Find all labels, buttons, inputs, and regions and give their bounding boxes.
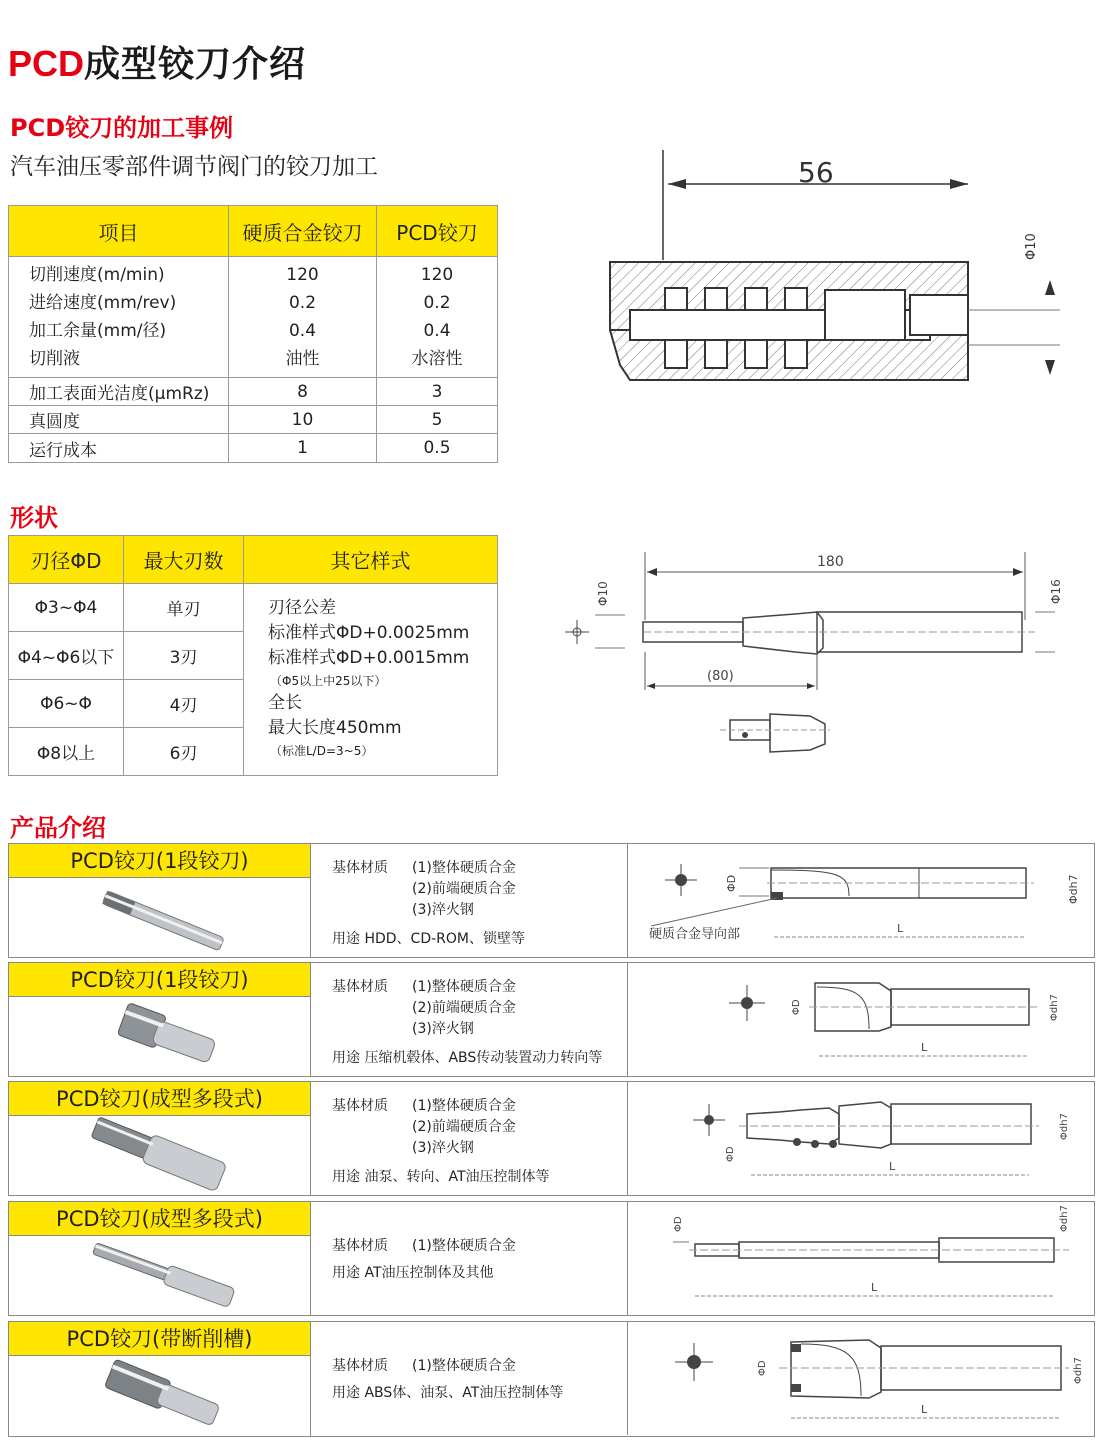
dim-shank-label: Φdh7 bbox=[1073, 1357, 1084, 1384]
pcd-value: 水溶性 bbox=[411, 349, 463, 369]
product-photo bbox=[9, 878, 311, 958]
product-name: PCD铰刀(成型多段式) bbox=[9, 1082, 311, 1116]
product-name: PCD铰刀(带断削槽) bbox=[9, 1322, 311, 1356]
product-drawing bbox=[629, 1322, 1094, 1435]
dim-shank-label: Φdh7 bbox=[1059, 1113, 1070, 1140]
dim-d2-label: Φ16 bbox=[1049, 579, 1063, 604]
shape-table bbox=[8, 535, 498, 776]
dim-len-label: L bbox=[921, 1041, 928, 1054]
use-text: ABS体、油泵、AT油压控制体等 bbox=[364, 1385, 564, 1401]
material-item: (1)整体硬质合金 bbox=[412, 1238, 516, 1254]
product-card bbox=[8, 1201, 1095, 1316]
material-label: 基体材质 bbox=[332, 979, 388, 995]
dim-d-label: ΦD bbox=[757, 1360, 768, 1376]
product-card bbox=[8, 1081, 1095, 1196]
header-max-edges: 最大刃数 bbox=[124, 536, 244, 584]
dim-shank-label: Φdh7 bbox=[1049, 994, 1060, 1021]
product-drawing bbox=[629, 1202, 1094, 1315]
dim-total-label: 180 bbox=[817, 554, 844, 570]
label-roundness: 真圆度 bbox=[9, 406, 229, 434]
dim-len-label: L bbox=[871, 1281, 878, 1294]
length-title: 全长 bbox=[268, 693, 302, 713]
use-label: 用途 bbox=[332, 931, 360, 947]
product-photo bbox=[9, 1356, 311, 1436]
product-photo bbox=[9, 1236, 311, 1316]
use-label: 用途 bbox=[332, 1265, 360, 1281]
brand-text: PCD bbox=[8, 43, 85, 84]
material-item: (2)前端硬质合金 bbox=[412, 1000, 516, 1016]
carbide-value: 0.2 bbox=[288, 293, 317, 313]
material-item: (1)整体硬质合金 bbox=[412, 860, 516, 876]
valve-section-drawing bbox=[580, 140, 1080, 400]
product-drawing bbox=[629, 1082, 1094, 1195]
tolerance-std-1: 标准样式ΦD+0.0025mm bbox=[268, 623, 470, 643]
table-row bbox=[9, 434, 498, 463]
material-item: (2)前端硬质合金 bbox=[412, 1119, 516, 1135]
product-name: PCD铰刀(1段铰刀) bbox=[9, 844, 311, 878]
label-cost: 运行成本 bbox=[9, 434, 229, 463]
material-label: 基体材质 bbox=[332, 860, 388, 876]
length-note: （标准L/D=3~5） bbox=[270, 744, 374, 758]
carbide-value: 油性 bbox=[285, 349, 320, 369]
edges-cell: 4刃 bbox=[124, 680, 244, 728]
pcd-value: 120 bbox=[420, 265, 454, 285]
use-label: 用途 bbox=[332, 1385, 360, 1401]
dim-len-label: L bbox=[921, 1403, 928, 1416]
material-item: (3)淬火钢 bbox=[412, 1021, 474, 1037]
reamer-shape-drawing bbox=[555, 540, 1085, 780]
use-label: 用途 bbox=[332, 1050, 360, 1066]
table-row bbox=[9, 257, 498, 378]
product-name: PCD铰刀(成型多段式) bbox=[9, 1202, 311, 1236]
carbide-value: 1 bbox=[229, 434, 377, 463]
use-text: HDD、CD-ROM、锁壁等 bbox=[364, 931, 525, 947]
dim-shank-label: Φdh7 bbox=[1067, 874, 1080, 904]
dim-d-label: ΦD bbox=[725, 1146, 736, 1162]
product-photo bbox=[9, 1116, 311, 1196]
use-label: 用途 bbox=[332, 1169, 360, 1185]
material-item: (1)整体硬质合金 bbox=[412, 1358, 516, 1374]
title-text: 成型铰刀介绍 bbox=[84, 44, 307, 85]
label-roughness: 加工表面光洁度(μmRz) bbox=[9, 378, 229, 406]
use-text: 油泵、转向、AT油压控制体等 bbox=[364, 1169, 550, 1185]
material-label: 基体材质 bbox=[332, 1238, 388, 1254]
dim-diameter-label: Φ10 bbox=[1024, 233, 1039, 260]
dim-length-label: 56 bbox=[798, 156, 834, 189]
header-pcd: PCD铰刀 bbox=[377, 206, 498, 257]
label-allowance: 加工余量(mm/径) bbox=[29, 321, 167, 341]
guide-note: 硬质合金导向部 bbox=[649, 927, 741, 942]
case-section-title: PCD铰刀的加工事例 bbox=[10, 114, 234, 142]
performance-table bbox=[8, 205, 498, 463]
header-diameter: 刃径ΦD bbox=[9, 536, 124, 584]
material-label: 基体材质 bbox=[332, 1358, 388, 1374]
pcd-value: 0.2 bbox=[423, 293, 451, 313]
material-item: (2)前端硬质合金 bbox=[412, 881, 516, 897]
product-card bbox=[8, 843, 1095, 958]
header-item: 项目 bbox=[9, 206, 229, 257]
material-label: 基体材质 bbox=[332, 1098, 388, 1114]
tolerance-note: （Φ5以上中25以下） bbox=[270, 674, 387, 688]
table-row bbox=[9, 584, 498, 632]
edges-cell: 6刃 bbox=[124, 728, 244, 776]
edges-cell: 单刃 bbox=[124, 584, 244, 632]
tolerance-std-2: 标准样式ΦD+0.0015mm bbox=[268, 648, 470, 668]
dim-d-label: ΦD bbox=[791, 999, 802, 1015]
length-max: 最大长度450mm bbox=[268, 718, 402, 738]
material-item: (3)淬火钢 bbox=[412, 902, 474, 918]
material-item: (1)整体硬质合金 bbox=[412, 979, 516, 995]
label-coolant: 切削液 bbox=[29, 349, 80, 369]
product-drawing bbox=[629, 963, 1094, 1076]
product-photo bbox=[9, 997, 311, 1077]
use-text: AT油压控制体及其他 bbox=[364, 1265, 494, 1281]
product-card bbox=[8, 1321, 1095, 1437]
dim-d-label: ΦD bbox=[673, 1216, 684, 1232]
label-cut-speed: 切削速度(m/min) bbox=[29, 265, 165, 285]
carbide-value: 10 bbox=[229, 406, 377, 434]
label-feed: 进给速度(mm/rev) bbox=[29, 293, 177, 313]
dim-sub-label: (80) bbox=[707, 669, 734, 684]
material-item: (3)淬火钢 bbox=[412, 1140, 474, 1156]
edges-cell: 3刃 bbox=[124, 632, 244, 680]
pcd-value: 3 bbox=[377, 378, 498, 406]
dim-d-label: ΦD bbox=[725, 874, 738, 892]
header-other: 其它样式 bbox=[244, 536, 498, 584]
diameter-cell: Φ6~Φ bbox=[9, 680, 124, 728]
products-section-title: 产品介绍 bbox=[10, 814, 106, 842]
material-item: (1)整体硬质合金 bbox=[412, 1098, 516, 1114]
pcd-value: 5 bbox=[377, 406, 498, 434]
product-name: PCD铰刀(1段铰刀) bbox=[9, 963, 311, 997]
dim-shank-label: Φdh7 bbox=[1059, 1205, 1070, 1232]
other-styles-cell bbox=[244, 584, 498, 776]
diameter-cell: Φ8以上 bbox=[9, 728, 124, 776]
case-subtitle: 汽车油压零部件调节阀门的铰刀加工 bbox=[10, 154, 378, 180]
page-title bbox=[8, 36, 306, 87]
shape-section-title: 形状 bbox=[10, 504, 58, 532]
diameter-cell: Φ4~Φ6以下 bbox=[9, 632, 124, 680]
carbide-value: 0.4 bbox=[288, 321, 317, 341]
dim-len-label: L bbox=[897, 922, 904, 935]
diameter-cell: Φ3~Φ4 bbox=[9, 584, 124, 632]
dim-d1-label: Φ10 bbox=[596, 581, 610, 606]
pcd-value: 0.4 bbox=[423, 321, 451, 341]
table-row bbox=[9, 378, 498, 406]
product-card bbox=[8, 962, 1095, 1077]
carbide-value: 120 bbox=[286, 265, 319, 285]
carbide-value: 8 bbox=[229, 378, 377, 406]
table-row bbox=[9, 406, 498, 434]
use-text: 压缩机毂体、ABS传动装置动力转向等 bbox=[364, 1050, 603, 1066]
tolerance-title: 刃径公差 bbox=[268, 598, 336, 618]
dim-len-label: L bbox=[889, 1160, 896, 1173]
pcd-value: 0.5 bbox=[377, 434, 498, 463]
product-drawing bbox=[629, 844, 1094, 957]
header-carbide: 硬质合金铰刀 bbox=[229, 206, 377, 257]
